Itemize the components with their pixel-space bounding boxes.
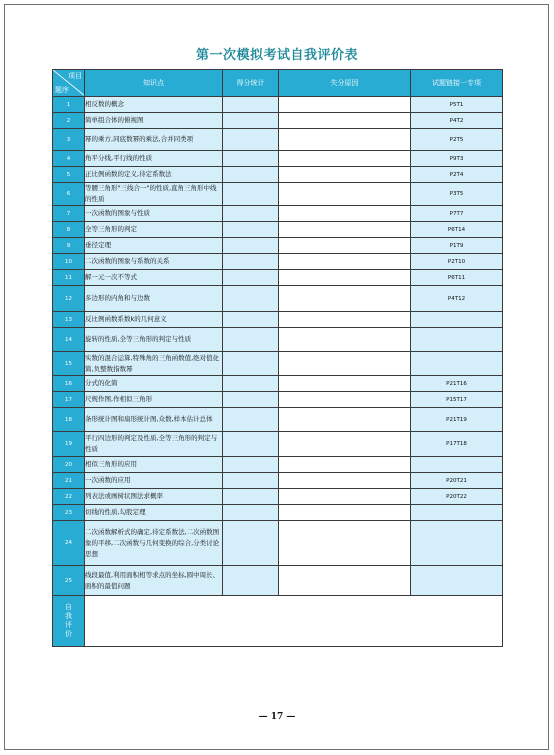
question-link (411, 505, 503, 521)
question-number: 23 (53, 505, 85, 521)
question-link (411, 566, 503, 596)
question-number: 4 (53, 151, 85, 167)
question-link: P20T21 (411, 473, 503, 489)
score-cell[interactable] (223, 113, 279, 129)
knowledge-point: 相似三角形的应用 (85, 457, 223, 473)
lost-points-reason-cell[interactable] (279, 151, 411, 167)
score-cell[interactable] (223, 376, 279, 392)
score-cell[interactable] (223, 238, 279, 254)
lost-points-reason-cell[interactable] (279, 392, 411, 408)
knowledge-point: 尺规作图,作相似三角形 (85, 392, 223, 408)
lost-points-reason-cell[interactable] (279, 183, 411, 206)
question-number: 15 (53, 352, 85, 376)
question-number: 2 (53, 113, 85, 129)
question-link (411, 312, 503, 328)
table-row (53, 505, 503, 521)
question-link: P2T4 (411, 167, 503, 183)
question-link (411, 521, 503, 566)
question-number: 25 (53, 566, 85, 596)
knowledge-point: 条形统计图和扇形统计图,众数,样本估计总体 (85, 408, 223, 432)
question-link: P5T1 (411, 97, 503, 113)
lost-points-reason-cell[interactable] (279, 97, 411, 113)
knowledge-point: 线段最值,利用面积相等求点的坐标,圆中周长、面积的最值问题 (85, 566, 223, 596)
table-row (53, 238, 503, 254)
header-question-order-label: 题序 (55, 86, 69, 94)
question-number: 1 (53, 97, 85, 113)
question-link: P17T18 (411, 432, 503, 457)
question-number: 13 (53, 312, 85, 328)
lost-points-reason-cell[interactable] (279, 113, 411, 129)
question-link: P7T7 (411, 206, 503, 222)
lost-points-reason-cell[interactable] (279, 457, 411, 473)
lost-points-reason-cell[interactable] (279, 489, 411, 505)
table-row (53, 286, 503, 312)
knowledge-point: 一次函数的图象与性质 (85, 206, 223, 222)
knowledge-point: 二次函数的图象与系数的关系 (85, 254, 223, 270)
lost-points-reason-cell[interactable] (279, 376, 411, 392)
lost-points-reason-cell[interactable] (279, 432, 411, 457)
question-link: P20T22 (411, 489, 503, 505)
question-link: P4T12 (411, 286, 503, 312)
lost-points-reason-cell[interactable] (279, 408, 411, 432)
question-link: P15T17 (411, 392, 503, 408)
knowledge-point: 角平分线,平行线的性质 (85, 151, 223, 167)
knowledge-point: 实数的混合运算,特殊角的三角函数值,绝对值化简,负整数指数幂 (85, 352, 223, 376)
score-cell[interactable] (223, 129, 279, 151)
question-number: 16 (53, 376, 85, 392)
table-row (53, 352, 503, 376)
knowledge-point: 反比例函数系数k的几何意义 (85, 312, 223, 328)
score-cell[interactable] (223, 97, 279, 113)
table-row (53, 206, 503, 222)
question-number: 12 (53, 286, 85, 312)
lost-points-reason-cell[interactable] (279, 167, 411, 183)
question-link: P21T16 (411, 376, 503, 392)
lost-points-reason-cell[interactable] (279, 566, 411, 596)
question-number: 9 (53, 238, 85, 254)
header-item-label: 项目 (68, 72, 82, 80)
table-row (53, 489, 503, 505)
question-number: 7 (53, 206, 85, 222)
score-cell[interactable] (223, 286, 279, 312)
header-knowledge: 知识点 (85, 70, 223, 97)
question-link: P2T5 (411, 129, 503, 151)
table-row (53, 312, 503, 328)
knowledge-point: 多边形的内角和与边数 (85, 286, 223, 312)
question-number: 11 (53, 270, 85, 286)
question-link: P21T19 (411, 408, 503, 432)
question-link: P6T11 (411, 270, 503, 286)
table-row (53, 270, 503, 286)
question-link: P9T3 (411, 151, 503, 167)
score-cell[interactable] (223, 505, 279, 521)
question-link: P4T2 (411, 113, 503, 129)
table-row (53, 376, 503, 392)
table-row (53, 113, 503, 129)
table-row (53, 222, 503, 238)
score-cell[interactable] (223, 392, 279, 408)
knowledge-point: 简单组合体的俯视图 (85, 113, 223, 129)
question-number: 14 (53, 328, 85, 352)
lost-points-reason-cell[interactable] (279, 521, 411, 566)
self-evaluation-label (53, 596, 85, 647)
knowledge-point: 全等三角形的判定 (85, 222, 223, 238)
score-cell[interactable] (223, 206, 279, 222)
score-cell[interactable] (223, 457, 279, 473)
lost-points-reason-cell[interactable] (279, 312, 411, 328)
question-number: 18 (53, 408, 85, 432)
table-row (53, 129, 503, 151)
score-cell[interactable] (223, 167, 279, 183)
table-header-row (53, 70, 503, 97)
question-number: 3 (53, 129, 85, 151)
score-cell[interactable] (223, 312, 279, 328)
table-row (53, 457, 503, 473)
page-number: — 17 — (258, 712, 296, 722)
self-evaluation-row (53, 596, 503, 647)
header-reason: 失分原因 (279, 70, 411, 97)
question-link: P2T10 (411, 254, 503, 270)
score-cell[interactable] (223, 473, 279, 489)
table-row (53, 167, 503, 183)
question-number: 8 (53, 222, 85, 238)
lost-points-reason-cell[interactable] (279, 352, 411, 376)
knowledge-point: 等腰三角形"三线合一"的性质,直角三角形中线的性质 (85, 183, 223, 206)
question-number: 17 (53, 392, 85, 408)
score-cell[interactable] (223, 489, 279, 505)
score-cell[interactable] (223, 352, 279, 376)
table-row (53, 151, 503, 167)
knowledge-point: 相反数的概念 (85, 97, 223, 113)
question-link: P1T9 (411, 238, 503, 254)
table-row (53, 521, 503, 566)
lost-points-reason-cell[interactable] (279, 129, 411, 151)
question-number: 5 (53, 167, 85, 183)
knowledge-point: 切线的性质,勾股定理 (85, 505, 223, 521)
knowledge-point: 列表法或画树状图法求概率 (85, 489, 223, 505)
score-cell[interactable] (223, 566, 279, 596)
score-cell[interactable] (223, 183, 279, 206)
lost-points-reason-cell[interactable] (279, 286, 411, 312)
knowledge-point: 幂的乘方,同底数幂的乘法,合并同类项 (85, 129, 223, 151)
lost-points-reason-cell[interactable] (279, 238, 411, 254)
table-row (53, 392, 503, 408)
question-number: 19 (53, 432, 85, 457)
score-cell[interactable] (223, 151, 279, 167)
table-row (53, 566, 503, 596)
lost-points-reason-cell[interactable] (279, 222, 411, 238)
lost-points-reason-cell[interactable] (279, 270, 411, 286)
header-corner-cell (53, 70, 85, 97)
question-number: 22 (53, 489, 85, 505)
lost-points-reason-cell[interactable] (279, 254, 411, 270)
score-cell[interactable] (223, 521, 279, 566)
lost-points-reason-cell[interactable] (279, 473, 411, 489)
table-row (53, 328, 503, 352)
header-link: 试题链接一专项 (411, 70, 503, 97)
table-row (53, 97, 503, 113)
question-number: 21 (53, 473, 85, 489)
question-number: 6 (53, 183, 85, 206)
table-row (53, 183, 503, 206)
self-evaluation-text: 自我评价 (65, 603, 72, 638)
score-cell[interactable] (223, 270, 279, 286)
score-cell[interactable] (223, 408, 279, 432)
score-cell[interactable] (223, 432, 279, 457)
knowledge-point: 一次函数的应用 (85, 473, 223, 489)
self-evaluation-area[interactable] (85, 596, 503, 647)
table-row (53, 473, 503, 489)
table-row (53, 254, 503, 270)
question-number: 10 (53, 254, 85, 270)
score-cell[interactable] (223, 328, 279, 352)
score-cell[interactable] (223, 222, 279, 238)
lost-points-reason-cell[interactable] (279, 206, 411, 222)
question-link: P6T14 (411, 222, 503, 238)
knowledge-point: 解一元一次不等式 (85, 270, 223, 286)
question-link (411, 328, 503, 352)
knowledge-point: 垂径定理 (85, 238, 223, 254)
table-row (53, 432, 503, 457)
table-row (53, 408, 503, 432)
question-link (411, 352, 503, 376)
page-title: 第一次模拟考试自我评价表 (195, 48, 358, 63)
score-cell[interactable] (223, 254, 279, 270)
lost-points-reason-cell[interactable] (279, 328, 411, 352)
knowledge-point: 二次函数解析式的确定,待定系数法,二次函数图象的平移,二次函数与几何变换的综合,分类讨论思想 (85, 521, 223, 566)
lost-points-reason-cell[interactable] (279, 505, 411, 521)
knowledge-point: 平行四边形的判定及性质,全等三角形的判定与性质 (85, 432, 223, 457)
question-number: 20 (53, 457, 85, 473)
knowledge-point: 旋转的性质,全等三角形的判定与性质 (85, 328, 223, 352)
knowledge-point: 正比例函数的定义,待定系数法 (85, 167, 223, 183)
knowledge-point: 分式的化简 (85, 376, 223, 392)
question-number: 24 (53, 521, 85, 566)
question-link (411, 457, 503, 473)
header-score: 得分统计 (223, 70, 279, 97)
question-link: P3T5 (411, 183, 503, 206)
evaluation-table (52, 69, 503, 647)
